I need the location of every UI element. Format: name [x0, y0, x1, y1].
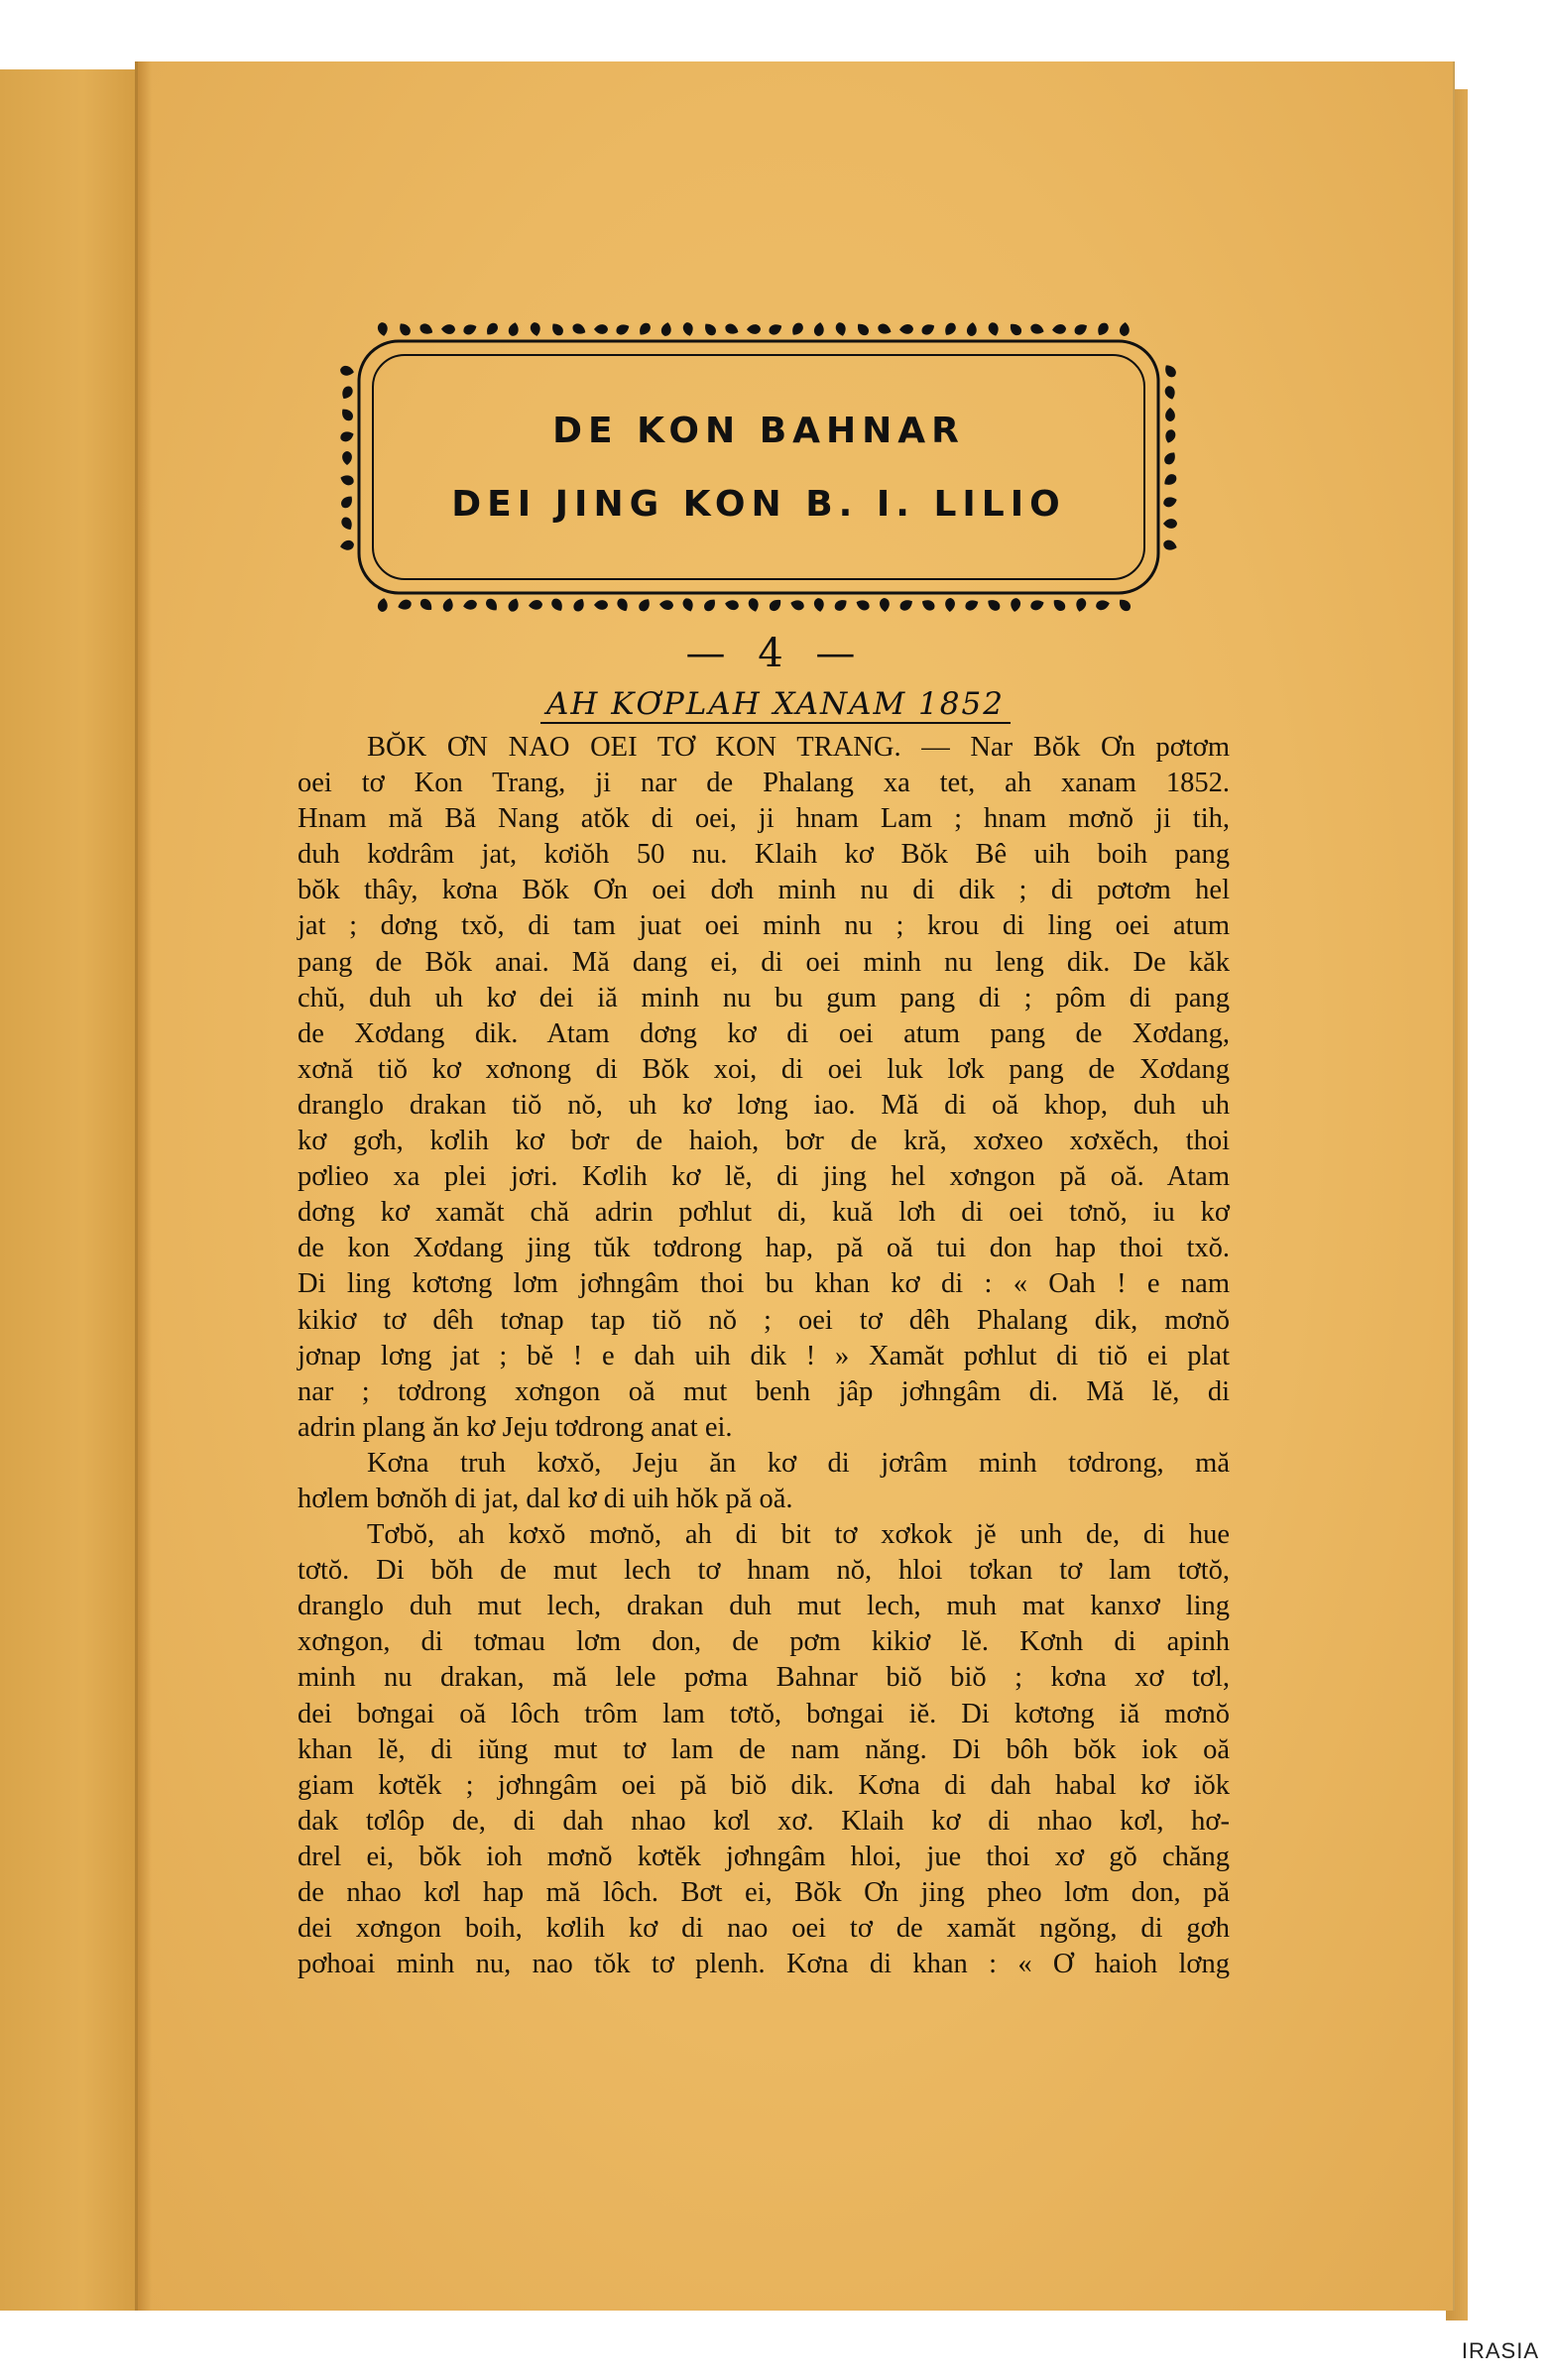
leaf-ornament	[594, 324, 608, 334]
text-line: adrin plang ăn kơ Jeju tơdrong anat ei.	[298, 1411, 733, 1443]
text-line: Tơbŏ, ah kơxŏ mơnŏ, ah di bit tơ xơkok jĕ unh de, di hue	[367, 1519, 1230, 1551]
leaf-ornament	[919, 597, 936, 612]
text-line: Hnam mă Bă Nang atŏk di oei, ji hnam Lam ; hnam mơnŏ ji tih,	[298, 803, 1230, 835]
leaf-ornament	[571, 322, 588, 337]
leaf-ornament	[339, 365, 354, 377]
leaf-ornament	[789, 598, 805, 612]
leaf-ornament	[1051, 597, 1068, 614]
text-line: de Xơdang dik. Atam dơng kơ di oei atum pang de Xơdang,	[298, 1017, 1230, 1049]
text-line: chŭ, duh uh kơ dei iă minh nu bu gum pang di ; pôm di pang	[298, 982, 1230, 1013]
leaf-ornament	[768, 597, 784, 614]
text-line: xơngon, di tơmau lơm don, de pơm kikiơ lĕ. Kơnh di apinh	[298, 1626, 1230, 1658]
leaf-ornament	[418, 597, 435, 614]
leaf-ornament	[529, 599, 543, 610]
vine-border	[333, 315, 1184, 619]
text-line: dranglo duh mut lech, drakan duh mut lech, muh mat kanxơ ling	[298, 1591, 1230, 1622]
text-line: dak tơlôp de, di dah nhao kơl xơ. Klaih kơ di nhao kơl, hơ-	[298, 1805, 1230, 1837]
text-line: kikiơ tơ dêh tơnap tap tiŏ nŏ ; oei tơ dêh Phalang dik, mơnŏ	[298, 1304, 1230, 1336]
watermark: IRASIA	[1461, 2338, 1539, 2363]
leaf-ornament	[964, 598, 981, 613]
leaf-ornament	[768, 321, 784, 336]
leaf-ornament	[880, 598, 891, 613]
text-line: pơhoai minh nu, nao tŏk tơ plenh. Kơna di khan : « Ơ haioh lơng	[298, 1949, 1230, 1980]
leaf-ornament	[615, 322, 632, 337]
text-line: Kơna truh kơxŏ, Jeju ăn kơ di jơrâm minh tơdrong, mă	[367, 1447, 1230, 1479]
leaf-ornament	[1162, 449, 1178, 466]
leaf-ornament	[659, 599, 674, 610]
leaf-ornament	[1029, 598, 1045, 612]
leaf-ornament	[1117, 597, 1133, 614]
text-line: pơlieo xa plei jơri. Kơlih kơ lĕ, di jing hel xơngon pă oă. Atam	[298, 1161, 1230, 1193]
previous-page-edge	[0, 69, 139, 2311]
leaf-ornament	[1162, 362, 1178, 379]
text-line: dranglo drakan tiŏ nŏ, uh kơ lơng iao. Mă di oă khop, duh uh	[298, 1089, 1230, 1121]
leaf-ornament	[484, 596, 500, 613]
text-line: kơ gơh, kơlih kơ bơr de haioh, bơr de kră, xơxeo xơxĕch, thoi	[298, 1126, 1230, 1157]
leaf-ornament	[985, 597, 1002, 613]
leaf-ornament	[724, 322, 741, 337]
text-line: bŏk thây, kơna Bŏk Ơn oei dơh minh nu di dik ; di pơtơm hel	[298, 875, 1230, 906]
text-line: pang de Bŏk anai. Mă dang ei, di oei minh nu leng dik. De kăk	[298, 946, 1230, 978]
title-line-1: DE KON BAHNAR	[552, 411, 965, 451]
leaf-ornament	[681, 597, 695, 614]
text-line: Di ling kơtơng lơm jơhngâm thoi bu khan kơ di : « Oah ! e nam	[298, 1268, 1230, 1300]
leaf-ornament	[897, 597, 914, 613]
leaf-ornament	[987, 321, 1001, 337]
leaf-ornament	[397, 320, 413, 337]
leaf-ornament	[1095, 599, 1111, 612]
leaf-ornament	[397, 598, 413, 612]
text-line: oei tơ Kon Trang, ji nar de Phalang xa tet, ah xanam 1852.	[298, 768, 1230, 799]
leaf-ornament	[1075, 597, 1088, 613]
text-line: nar ; tơdrong xơngon oă mut benh jâp jơhngâm di. Mă lĕ, di	[298, 1375, 1230, 1407]
leaf-ornament	[919, 321, 936, 336]
text-line: minh nu drakan, mă lele pơma Bahnar biŏ biŏ ; kơna xơ tơl,	[298, 1662, 1230, 1694]
leaf-ornament	[637, 320, 653, 337]
leaf-ornament	[339, 539, 354, 551]
leaf-ornament	[660, 321, 672, 337]
leaf-ornament	[1010, 597, 1021, 612]
leaf-ornament	[813, 321, 825, 336]
leaf-ornament	[441, 597, 454, 613]
leaf-ornament	[615, 597, 630, 614]
leaf-ornament	[832, 597, 849, 613]
text-line: dei bơngai oă lôch trôm lam tơtŏ, bơngai iĕ. Di kơtơng iă mơnŏ	[298, 1698, 1230, 1729]
leaf-ornament	[747, 324, 761, 334]
text-line: dei xơngon boih, kơlih kơ di nao oei tơ de xamăt ngŏng, di gơh	[298, 1913, 1230, 1945]
page-fold-shadow	[138, 61, 152, 2311]
leaf-ornament	[1162, 538, 1178, 552]
leaf-ornament	[342, 451, 352, 465]
leaf-ornament	[508, 321, 521, 337]
leaf-ornament	[377, 321, 389, 336]
leaf-ornament	[339, 384, 354, 401]
leaf-ornament	[834, 321, 847, 337]
leaf-ornament	[813, 597, 825, 612]
leaf-ornament	[899, 324, 914, 335]
text-line: tơtŏ. Di bŏh de mut lech tơ hnam nŏ, hloi tơkan tơ lam tơtŏ,	[298, 1555, 1230, 1587]
leaf-ornament	[1008, 321, 1024, 338]
leaf-ornament	[682, 321, 695, 337]
leaf-ornament	[462, 599, 478, 611]
text-line: drel ei, bŏk ioh mơnŏ kơtĕk jơhngâm hloi, jue thoi xơ gŏ chăng	[298, 1841, 1230, 1872]
leaf-ornament	[594, 600, 608, 610]
leaf-ornament	[702, 320, 718, 337]
leaf-ornament	[724, 599, 740, 611]
leaf-ornament	[441, 324, 455, 334]
text-line: jat ; dơng txŏ, di tam juat oei minh nu ; krou di ling oei atum	[298, 910, 1230, 942]
text-line: xơnă tiŏ kơ xơnong di Bŏk xoi, di oei luk lơk pang de Xơdang	[298, 1053, 1230, 1085]
leaf-ornament	[418, 321, 435, 336]
section-heading-text: AH KƠPLAH XANAM 1852	[540, 686, 1011, 724]
page-number: — 4 —	[685, 631, 866, 676]
leaf-ornament	[484, 320, 500, 337]
text-line: jơnap lơng jat ; bĕ ! e dah uih dik ! » Xamăt pơhlut di tiŏ ei plat	[298, 1340, 1230, 1371]
leaf-ornament	[549, 596, 565, 613]
leaf-ornament	[1119, 322, 1130, 337]
leaf-ornament	[1095, 320, 1111, 337]
leaf-ornament	[1072, 321, 1089, 337]
text-line: hơlem bơnŏh di jat, dal kơ di uih hŏk pă oă.	[298, 1483, 793, 1514]
leaf-ornament	[966, 321, 978, 336]
leaf-ornament	[637, 596, 653, 613]
ornamental-title-frame	[333, 315, 1184, 619]
leaf-ornament	[530, 321, 541, 337]
section-heading	[0, 686, 1551, 722]
text-line: de nhao kơl hap mă lôch. Bơt ei, Bŏk Ơn jing pheo lơm don, pă	[298, 1877, 1230, 1908]
body-text	[298, 730, 1230, 1982]
leaf-ornament	[1052, 323, 1067, 334]
leaf-ornament	[462, 322, 479, 337]
leaf-ornament	[507, 597, 521, 614]
leaf-ornament	[877, 322, 894, 336]
text-line: khan lĕ, di iŭng mut tơ lam de nam năng. Di bôh bŏk iok oă	[298, 1733, 1230, 1765]
text-line: duh kơdrâm jat, kơiŏh 50 nu. Klaih kơ Bŏk Bê uih boih pang	[298, 839, 1230, 871]
leaf-ornament	[747, 597, 760, 613]
text-line: de kon Xơdang jing tŭk tơdrong hap, pă oă tui don hap thoi txŏ.	[298, 1233, 1230, 1264]
leaf-ornament	[789, 320, 805, 337]
leaf-ornament	[942, 320, 958, 337]
text-line: giam kơtĕk ; jơhngâm oei pă biŏ dik. Kơna di dah habal kơ iŏk	[298, 1769, 1230, 1801]
leaf-ornament	[1029, 322, 1045, 336]
leaf-ornament	[377, 597, 389, 612]
leaf-ornament	[571, 597, 586, 614]
leaf-ornament	[549, 320, 565, 337]
leaf-ornament	[855, 321, 872, 338]
leaf-ornament	[855, 598, 872, 613]
leaf-ornament	[945, 598, 955, 612]
title-line-2: DEI JING KON B. I. LILIO	[451, 484, 1066, 525]
leaf-ornament	[1163, 385, 1177, 401]
text-line: BŎK ƠN NAO OEI TƠ KON TRANG. — Nar Bŏk Ơn pơtơm	[367, 732, 1230, 763]
text-line: dơng kơ xamăt chă adrin pơhlut di, kuă lơh di oei tơnŏ, iu kơ	[298, 1197, 1230, 1229]
leaf-ornament	[702, 596, 718, 613]
